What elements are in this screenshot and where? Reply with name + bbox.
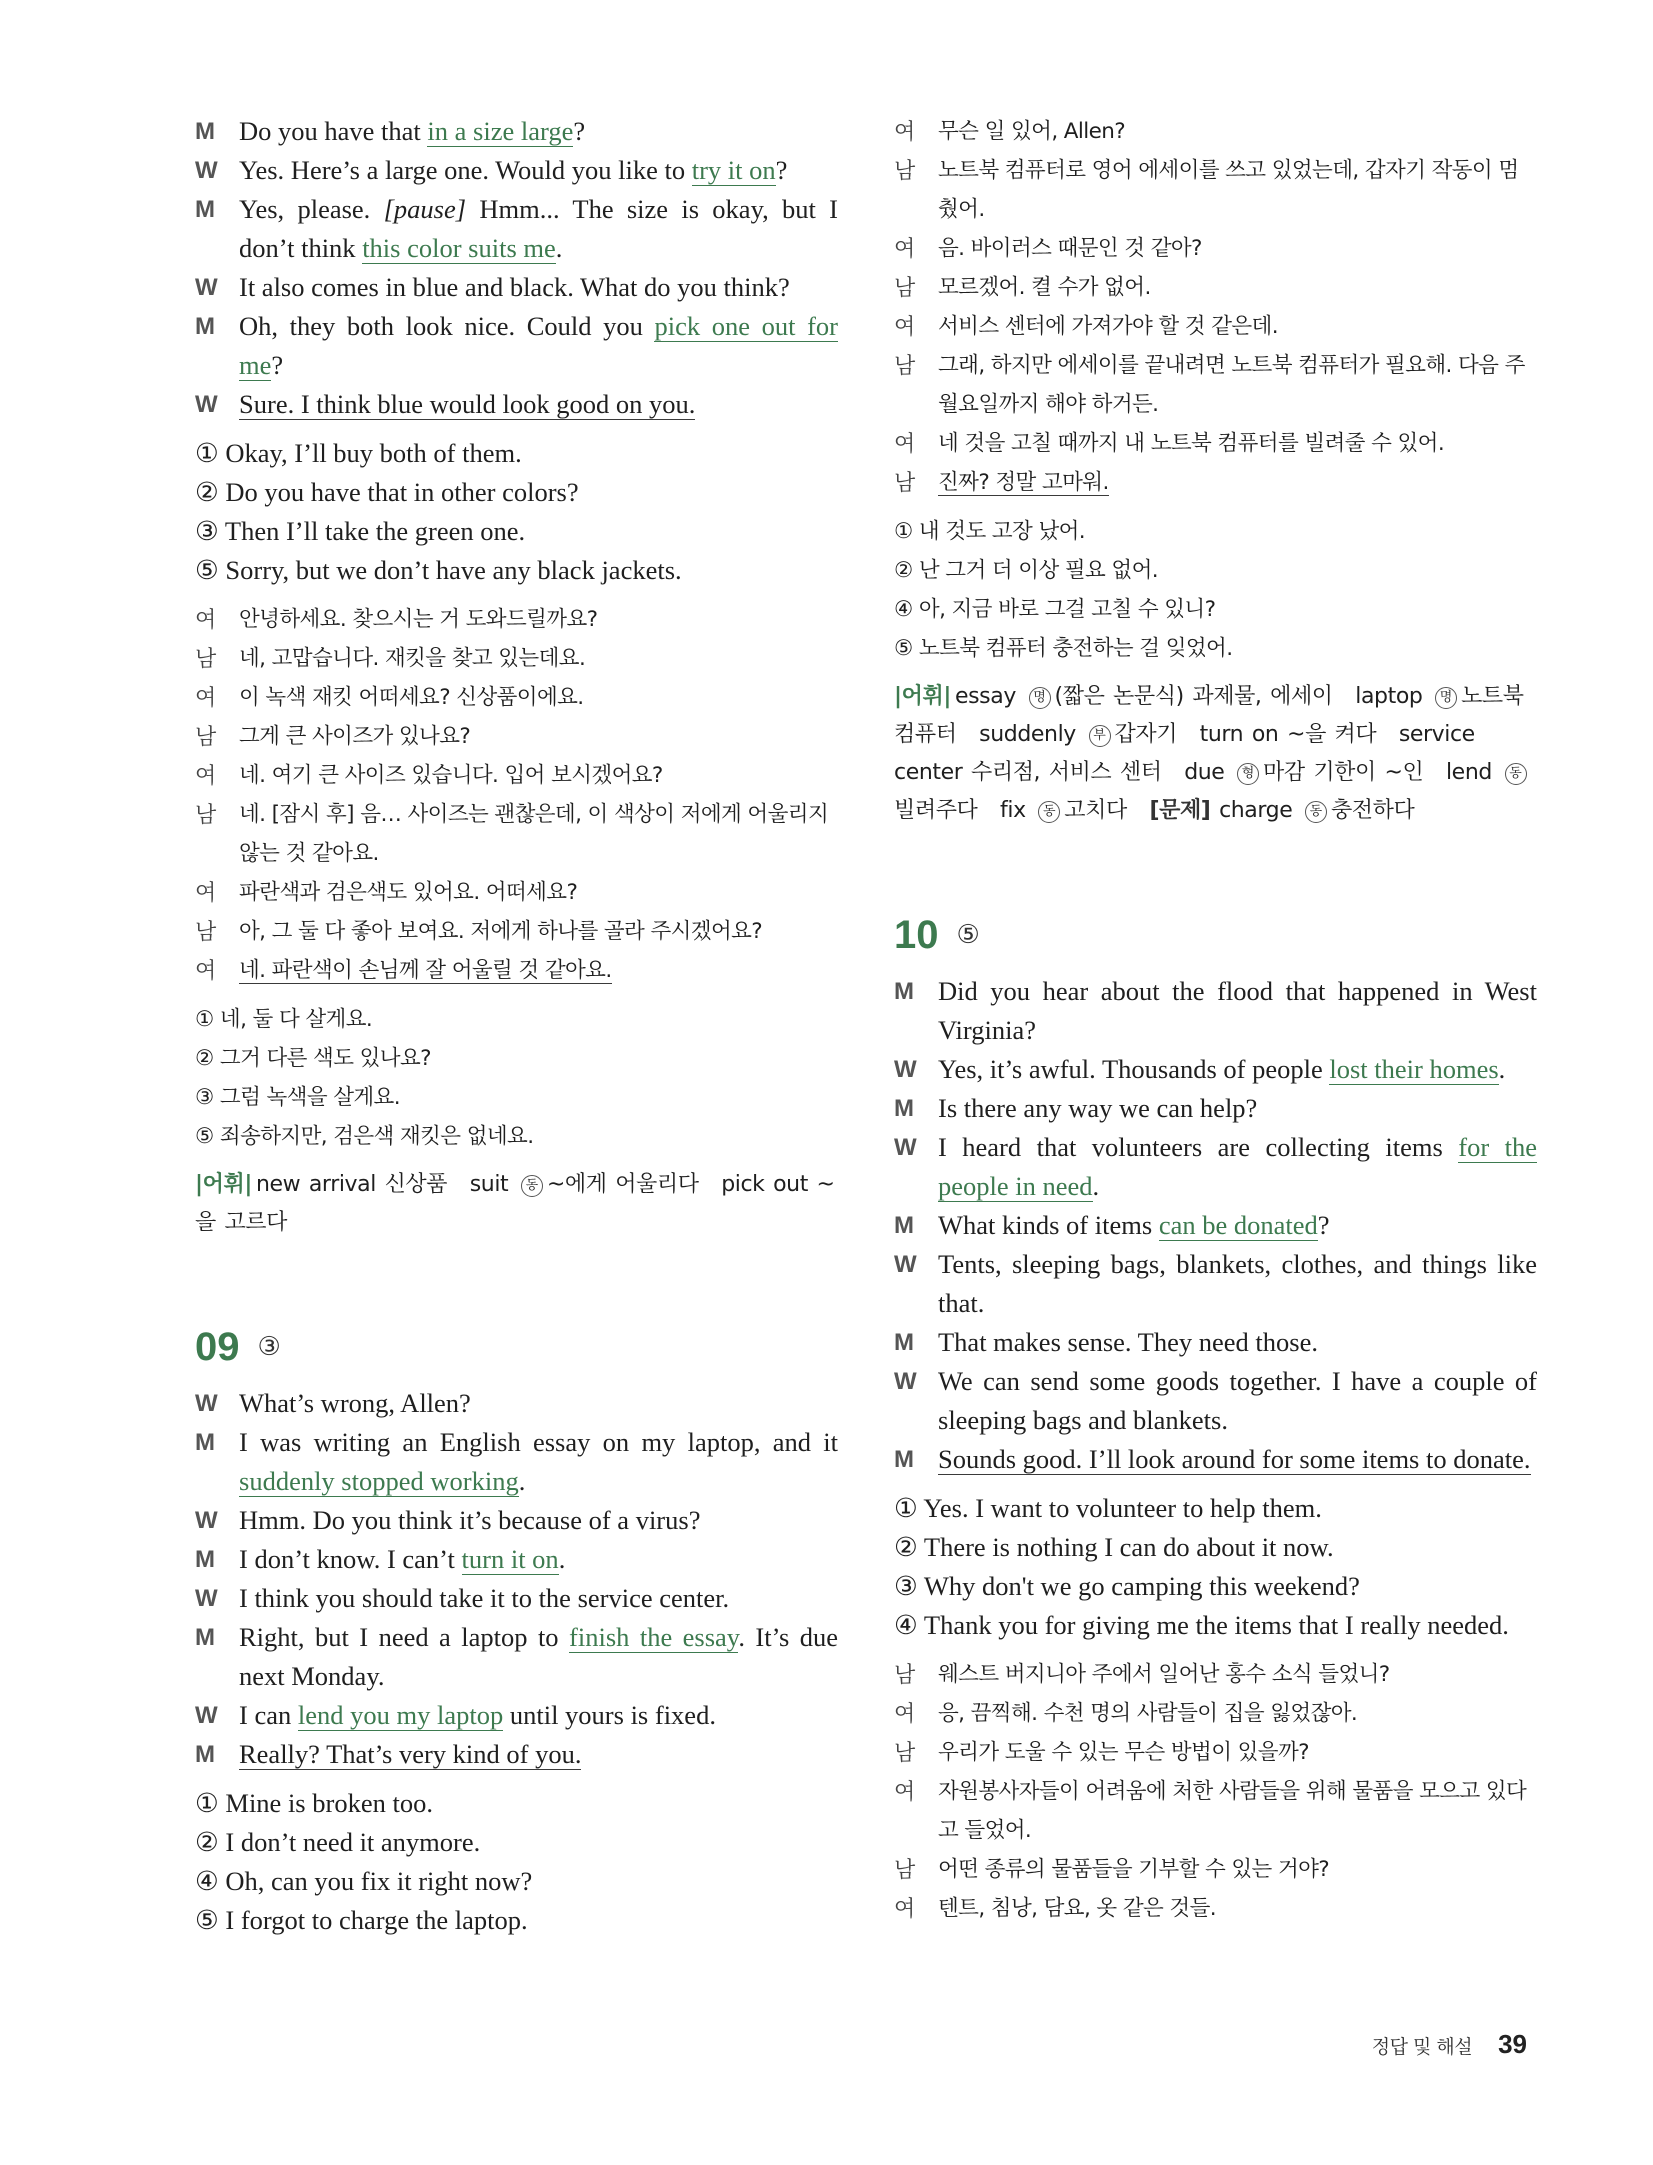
key-phrase: suddenly stopped working: [239, 1466, 519, 1496]
speaker-label: 남: [195, 724, 217, 749]
vocab-meaning: ~을 켜다: [1287, 722, 1377, 747]
vocab-meaning: 빌려주다: [894, 798, 978, 823]
vocab-meaning: 고치다: [1064, 798, 1127, 823]
speaker-label: W: [195, 391, 218, 418]
key-phrase: finish the essay: [569, 1622, 739, 1652]
vocab-prefix: [문제]: [1149, 798, 1211, 823]
key-phrase: lost their homes: [1329, 1054, 1499, 1084]
speaker-label: M: [894, 1212, 914, 1239]
dialogue-text: [239, 795, 838, 873]
speaker-label: M: [195, 1741, 215, 1768]
dialogue-line: [894, 1733, 1537, 1772]
speaker-label: 여: [894, 1779, 916, 1804]
q10-options-en: [894, 1489, 1537, 1645]
dialogue-line: [894, 1089, 1537, 1128]
dialogue-line: [195, 951, 838, 990]
dialogue-text: [938, 1733, 1537, 1772]
speaker-label: W: [195, 1702, 218, 1729]
vocab-meaning: (짧은 논문식) 과제물, 에세이: [1054, 684, 1333, 709]
vocab-word: charge: [1219, 798, 1293, 823]
dialogue-line: [195, 112, 838, 151]
dialogue-line: [195, 873, 838, 912]
dialogue-line: [894, 346, 1537, 424]
q9-dialogue-en: [195, 1384, 838, 1774]
text-segment: 네 것을 고칠 때까지 내 노트북 컴퓨터를 빌려줄 수 있어.: [938, 431, 1445, 456]
vocab-meaning: 갑자기: [1114, 722, 1178, 747]
speaker-label: W: [195, 157, 218, 184]
dialogue-line: [195, 600, 838, 639]
q8-vocab: [195, 1166, 838, 1242]
dialogue-text: [938, 1128, 1537, 1206]
dialogue-line: [894, 1889, 1537, 1928]
answer-option: ① 네, 둘 다 살게요.: [195, 1007, 373, 1032]
text-segment: . It’s due next Monday.: [239, 1622, 838, 1691]
dialogue-line: [195, 385, 838, 424]
vocab-word: due: [1184, 760, 1225, 785]
q8-options-en: [195, 434, 838, 590]
speaker-label: W: [894, 1056, 917, 1083]
text-segment: Yes. Here’s a large one. Would you like to: [239, 155, 692, 185]
answer-option: ① Okay, I’ll buy both of them.: [195, 438, 522, 468]
dialogue-line: [894, 1323, 1537, 1362]
right-column: [894, 112, 1537, 1928]
vocab-tag: |어휘|: [195, 1172, 252, 1197]
dialogue-text: [239, 678, 838, 717]
text-segment: 파란색과 검은색도 있어요. 어떠세요?: [239, 880, 578, 905]
text-segment: 어떤 종류의 물품들을 기부할 수 있는 거야?: [938, 1857, 1330, 1882]
speaker-label: M: [195, 1624, 215, 1651]
vocab-word: lend: [1445, 760, 1492, 785]
vocab-word: fix: [1000, 798, 1026, 823]
q10-dialogue-ko: [894, 1655, 1537, 1928]
text-segment: ?: [271, 350, 284, 380]
q10-header: [894, 910, 1537, 960]
speaker-label: M: [894, 978, 914, 1005]
q8-options-ko: [195, 1000, 838, 1156]
dialogue-text: [239, 151, 838, 190]
dialogue-line: [894, 1850, 1537, 1889]
speaker-label: W: [195, 1507, 218, 1534]
dialogue-line: [195, 1540, 838, 1579]
vocab-meaning: 수리점, 서비스 센터: [970, 760, 1162, 785]
dialogue-line: [894, 229, 1537, 268]
text-segment: .: [518, 1466, 526, 1496]
q9-answer: ③: [257, 1332, 281, 1362]
speaker-label: W: [195, 1390, 218, 1417]
dialogue-line: [195, 795, 838, 873]
dialogue-text: [239, 873, 838, 912]
vocab-meaning: 신상품: [384, 1172, 448, 1197]
q9-header: [195, 1322, 838, 1372]
text-segment: What kinds of items: [938, 1210, 1159, 1240]
speaker-label: W: [195, 1585, 218, 1612]
dialogue-text: [938, 972, 1537, 1050]
text-segment: I think you should take it to the service center.: [239, 1583, 730, 1613]
dialogue-text: [938, 1323, 1537, 1362]
text-segment: Yes, it’s awful. Thousands of people: [938, 1054, 1330, 1084]
answer-option: ① Mine is broken too.: [195, 1788, 433, 1818]
text-segment: .: [555, 233, 563, 263]
text-segment: 음. 바이러스 때문인 것 같아?: [938, 236, 1202, 261]
speaker-label: W: [894, 1251, 917, 1278]
dialogue-line: [894, 268, 1537, 307]
dialogue-text: [938, 1245, 1537, 1323]
text-segment: ?: [573, 116, 586, 146]
speaker-label: 남: [894, 1662, 916, 1687]
dialogue-line: [894, 151, 1537, 229]
vocab-meaning: ~에게 어울리다: [546, 1172, 699, 1197]
dialogue-text: [938, 1206, 1537, 1245]
dialogue-text: [938, 424, 1537, 463]
q10-answer: ⑤: [956, 920, 980, 950]
text-segment: [pause]: [383, 194, 467, 224]
dialogue-line: [195, 1618, 838, 1696]
footer-label: 정답 및 해설: [1371, 2036, 1473, 2058]
dialogue-line: [894, 424, 1537, 463]
text-segment: We can send some goods together. I have a couple of sleeping bags and blankets.: [938, 1366, 1537, 1435]
dialogue-line: [195, 1384, 838, 1423]
answer-option: ④ 아, 지금 바로 그걸 고칠 수 있니?: [894, 597, 1216, 622]
dialogue-text: [239, 268, 838, 307]
dialogue-text: [938, 1089, 1537, 1128]
q8-dialogue-ko: [195, 600, 838, 990]
text-segment: 자원봉사자들이 어려움에 처한 사람들을 위해 물품을 모으고 있다고 들었어.: [938, 1779, 1527, 1843]
dialogue-line: [195, 639, 838, 678]
dialogue-text: [239, 1618, 838, 1696]
dialogue-line: [894, 112, 1537, 151]
dialogue-text: [239, 1540, 838, 1579]
answer-option: ① 내 것도 고장 났어.: [894, 519, 1086, 544]
text-segment: 웨스트 버지니아 주에서 일어난 홍수 소식 들었니?: [938, 1662, 1390, 1687]
vocab-entry: [1149, 798, 1414, 823]
text-segment: until yours is fixed.: [503, 1700, 716, 1730]
dialogue-text: [938, 463, 1537, 502]
text-segment: What’s wrong, Allen?: [239, 1388, 471, 1418]
dialogue-line: [195, 307, 838, 385]
dialogue-line: [195, 912, 838, 951]
text-segment: 모르겠어. 켤 수가 없어.: [938, 275, 1151, 300]
speaker-label: 남: [894, 353, 916, 378]
text-segment: .: [1092, 1171, 1100, 1201]
answer-option: ② I don’t need it anymore.: [195, 1827, 481, 1857]
text-segment: .: [1498, 1054, 1506, 1084]
vocab-word: essay: [954, 684, 1016, 709]
answer-option: ⑤ 죄송하지만, 검은색 재킷은 없네요.: [195, 1124, 534, 1149]
vocab-word: new arrival: [255, 1172, 376, 1197]
vocab-entry: [955, 684, 1333, 709]
answer-option: ② There is nothing I can do about it now.: [894, 1532, 1334, 1562]
page-number: 39: [1498, 2029, 1527, 2059]
q8-dialogue-en: [195, 112, 838, 424]
key-phrase: pick one out for me: [239, 311, 838, 380]
vocab-entry: [256, 1172, 447, 1197]
dialogue-text: [938, 1889, 1537, 1928]
left-column: [195, 112, 838, 1950]
answer-line: 네. 파란색이 손님께 잘 어울릴 것 같아요.: [239, 958, 612, 983]
key-phrase: this color suits me: [362, 233, 556, 263]
vocab-entry: [979, 722, 1177, 747]
speaker-label: W: [894, 1134, 917, 1161]
pos-badge: 동: [1505, 763, 1527, 785]
q9-options-en: [195, 1784, 838, 1940]
text-segment: 응, 끔찍해. 수천 명의 사람들이 집을 잃었잖아.: [938, 1701, 1358, 1726]
text-segment: Oh, they both look nice. Could you: [239, 311, 655, 341]
page-footer: [1372, 2029, 1527, 2060]
dialogue-line: [894, 1772, 1537, 1850]
pos-badge: 동: [1038, 801, 1060, 823]
text-segment: 그래, 하지만 에세이를 끝내려면 노트북 컴퓨터가 필요해. 다음 주 월요일까지 해야 하거든.: [938, 353, 1525, 417]
vocab-word: suddenly: [979, 722, 1076, 747]
speaker-label: M: [195, 1429, 215, 1456]
speaker-label: M: [195, 196, 215, 223]
speaker-label: 여: [894, 236, 916, 261]
dialogue-text: [239, 600, 838, 639]
pos-badge: 동: [521, 1175, 543, 1197]
answer-option: ③ Why don't we go camping this weekend?: [894, 1571, 1360, 1601]
dialogue-text: [239, 307, 838, 385]
dialogue-text: [938, 1694, 1537, 1733]
dialogue-text: [938, 1050, 1537, 1089]
text-segment: Hmm. Do you think it’s because of a virus?: [239, 1505, 701, 1535]
speaker-label: 여: [195, 958, 217, 983]
dialogue-text: [239, 717, 838, 756]
vocab-meaning: 충전하다: [1330, 798, 1415, 823]
speaker-label: W: [894, 1368, 917, 1395]
text-segment: Did you hear about the flood that happened in West Virginia?: [938, 976, 1537, 1045]
vocab-meaning: 마감 기한이 ~인: [1263, 760, 1424, 785]
dialogue-text: [938, 307, 1537, 346]
speaker-label: 남: [195, 919, 217, 944]
dialogue-text: [938, 1655, 1537, 1694]
speaker-label: 여: [195, 880, 217, 905]
dialogue-text: [938, 346, 1537, 424]
answer-option: ⑤ 노트북 컴퓨터 충전하는 걸 잊었어.: [894, 636, 1233, 661]
speaker-label: M: [195, 118, 215, 145]
dialogue-line: [195, 1735, 838, 1774]
text-segment: Is there any way we can help?: [938, 1093, 1258, 1123]
speaker-label: 여: [894, 119, 916, 144]
speaker-label: M: [894, 1446, 914, 1473]
q9-dialogue-ko: [894, 112, 1537, 502]
dialogue-line: [195, 151, 838, 190]
dialogue-text: [239, 639, 838, 678]
answer-option: ② 그거 다른 색도 있나요?: [195, 1046, 431, 1071]
vocab-entry: [1184, 760, 1423, 785]
speaker-label: 남: [894, 1740, 916, 1765]
text-segment: I was writing an English essay on my laptop, and it: [239, 1427, 838, 1457]
text-segment: Hmm... The size is okay, but I don’t think: [239, 194, 838, 263]
dialogue-line: [894, 1362, 1537, 1440]
speaker-label: 여: [894, 431, 916, 456]
answer-line: 진짜? 정말 고마워.: [938, 470, 1109, 495]
text-segment: Tents, sleeping bags, blankets, clothes, and things like that.: [938, 1249, 1537, 1318]
dialogue-text: [239, 190, 838, 268]
text-segment: Do you have that: [239, 116, 428, 146]
text-segment: I don’t know. I can’t: [239, 1544, 462, 1574]
text-segment: 그게 큰 사이즈가 있나요?: [239, 724, 471, 749]
vocab-word: suit: [469, 1172, 509, 1197]
speaker-label: M: [894, 1095, 914, 1122]
text-segment: I heard that volunteers are collecting items: [938, 1132, 1459, 1162]
speaker-label: 남: [195, 802, 217, 827]
vocab-meaning: 노트북 컴퓨터: [894, 684, 1524, 747]
dialogue-line: [894, 972, 1537, 1050]
speaker-label: 남: [894, 1857, 916, 1882]
dialogue-line: [894, 1440, 1537, 1479]
speaker-label: M: [894, 1329, 914, 1356]
vocab-entry: [1200, 722, 1377, 747]
dialogue-line: [894, 1694, 1537, 1733]
vocab-entry: [470, 1172, 699, 1197]
q10-dialogue-en: [894, 972, 1537, 1479]
answer-option: ④ Oh, can you fix it right now?: [195, 1866, 533, 1896]
text-segment: .: [558, 1544, 566, 1574]
text-segment: Right, but I need a laptop to: [239, 1622, 570, 1652]
dialogue-line: [195, 190, 838, 268]
dialogue-line: [894, 1655, 1537, 1694]
speaker-label: 남: [894, 470, 916, 495]
dialogue-line: [195, 717, 838, 756]
key-phrase: turn it on: [461, 1544, 559, 1574]
dialogue-text: [239, 756, 838, 795]
dialogue-line: [195, 1696, 838, 1735]
vocab-entry: [1000, 798, 1127, 823]
dialogue-text: [239, 951, 838, 990]
pos-badge: 형: [1237, 763, 1259, 785]
speaker-label: 남: [195, 646, 217, 671]
dialogue-line: [195, 268, 838, 307]
vocab-word: laptop: [1355, 684, 1423, 709]
dialogue-text: [239, 1384, 838, 1423]
answer-option: ① Yes. I want to volunteer to help them.: [894, 1493, 1322, 1523]
text-segment: ?: [1317, 1210, 1330, 1240]
dialogue-line: [195, 756, 838, 795]
q9-vocab: [894, 678, 1537, 830]
text-segment: 우리가 도울 수 있는 무슨 방법이 있을까?: [938, 1740, 1309, 1765]
text-segment: 네, 고맙습니다. 재킷을 찾고 있는데요.: [239, 646, 586, 671]
q10-number: 10: [894, 913, 939, 957]
dialogue-text: [239, 1735, 838, 1774]
answer-line: Sounds good. I’ll look around for some items to donate.: [938, 1444, 1531, 1474]
pos-badge: 명: [1029, 687, 1051, 709]
answer-line: Really? That’s very kind of you.: [239, 1739, 582, 1769]
text-segment: 아, 그 둘 다 좋아 보여요. 저에게 하나를 골라 주시겠어요?: [239, 919, 763, 944]
speaker-label: 여: [195, 685, 217, 710]
vocab-tag: |어휘|: [894, 684, 951, 709]
q9-options-ko: [894, 512, 1537, 668]
speaker-label: 여: [894, 314, 916, 339]
dialogue-line: [894, 463, 1537, 502]
text-segment: 서비스 센터에 가져가야 할 것 같은데.: [938, 314, 1278, 339]
text-segment: It also comes in blue and black. What do you think?: [239, 272, 790, 302]
answer-option: ② 난 그거 더 이상 필요 없어.: [894, 558, 1159, 583]
dialogue-text: [239, 1423, 838, 1501]
speaker-label: 여: [894, 1701, 916, 1726]
dialogue-text: [938, 229, 1537, 268]
text-segment: Yes, please.: [239, 194, 384, 224]
dialogue-text: [938, 112, 1537, 151]
speaker-label: 남: [894, 275, 916, 300]
answer-option: ② Do you have that in other colors?: [195, 477, 579, 507]
answer-option: ⑤ I forgot to charge the laptop.: [195, 1905, 528, 1935]
key-phrase: lend you my laptop: [297, 1700, 504, 1730]
dialogue-text: [239, 112, 838, 151]
dialogue-line: [195, 1501, 838, 1540]
answer-option: ④ Thank you for giving me the items that I really needed.: [894, 1610, 1509, 1640]
q9-number: 09: [195, 1325, 240, 1369]
dialogue-line: [894, 1128, 1537, 1206]
key-phrase: can be donated: [1158, 1210, 1318, 1240]
speaker-label: M: [195, 1546, 215, 1573]
text-segment: 무슨 일 있어, Allen?: [938, 119, 1126, 144]
answer-option: ③ Then I’ll take the green one.: [195, 516, 526, 546]
answer-option: ⑤ Sorry, but we don’t have any black jackets.: [195, 555, 682, 585]
vocab-word: service center: [894, 722, 1475, 785]
vocab-word: turn on: [1199, 722, 1279, 747]
key-phrase: in a size large: [427, 116, 574, 146]
dialogue-line: [894, 307, 1537, 346]
pos-badge: 동: [1305, 801, 1327, 823]
dialogue-text: [239, 1579, 838, 1618]
dialogue-text: [938, 268, 1537, 307]
dialogue-text: [938, 1850, 1537, 1889]
vocab-word: pick out: [721, 1172, 808, 1197]
text-segment: That makes sense. They need those.: [938, 1327, 1318, 1357]
dialogue-text: [938, 1362, 1537, 1440]
text-segment: 네. 여기 큰 사이즈 있습니다. 입어 보시겠어요?: [239, 763, 663, 788]
answer-line: Sure. I think blue would look good on you.: [239, 389, 696, 419]
speaker-label: 여: [195, 763, 217, 788]
text-segment: 안녕하세요. 찾으시는 거 도와드릴까요?: [239, 607, 598, 632]
dialogue-text: [239, 1696, 838, 1735]
speaker-label: M: [195, 313, 215, 340]
text-segment: I can: [239, 1700, 298, 1730]
answer-option: ③ 그럼 녹색을 살게요.: [195, 1085, 400, 1110]
dialogue-text: [239, 385, 838, 424]
vocab-meaning: ~을 고르다: [195, 1172, 835, 1235]
dialogue-line: [894, 1245, 1537, 1323]
dialogue-line: [195, 1423, 838, 1501]
text-segment: 네. [잠시 후] 음… 사이즈는 괜찮은데, 이 색상이 저에게 어울리지 않는 것 같아요.: [239, 802, 829, 866]
dialogue-text: [239, 912, 838, 951]
text-segment: 노트북 컴퓨터로 영어 에세이를 쓰고 있었는데, 갑자기 작동이 멈췄어.: [938, 158, 1519, 222]
dialogue-text: [239, 1501, 838, 1540]
dialogue-text: [938, 151, 1537, 229]
pos-badge: 부: [1089, 725, 1111, 747]
dialogue-line: [195, 1579, 838, 1618]
speaker-label: 여: [894, 1896, 916, 1921]
dialogue-line: [894, 1206, 1537, 1245]
key-phrase: for the people in need: [938, 1132, 1537, 1201]
dialogue-line: [195, 678, 838, 717]
pos-badge: 명: [1435, 687, 1457, 709]
speaker-label: 여: [195, 607, 217, 632]
dialogue-line: [894, 1050, 1537, 1089]
text-segment: ?: [775, 155, 788, 185]
speaker-label: 남: [894, 158, 916, 183]
speaker-label: W: [195, 274, 218, 301]
key-phrase: try it on: [691, 155, 776, 185]
text-segment: 이 녹색 재킷 어떠세요? 신상품이에요.: [239, 685, 584, 710]
dialogue-text: [938, 1440, 1537, 1479]
dialogue-text: [938, 1772, 1537, 1850]
text-segment: 텐트, 침낭, 담요, 옷 같은 것들.: [938, 1896, 1216, 1921]
